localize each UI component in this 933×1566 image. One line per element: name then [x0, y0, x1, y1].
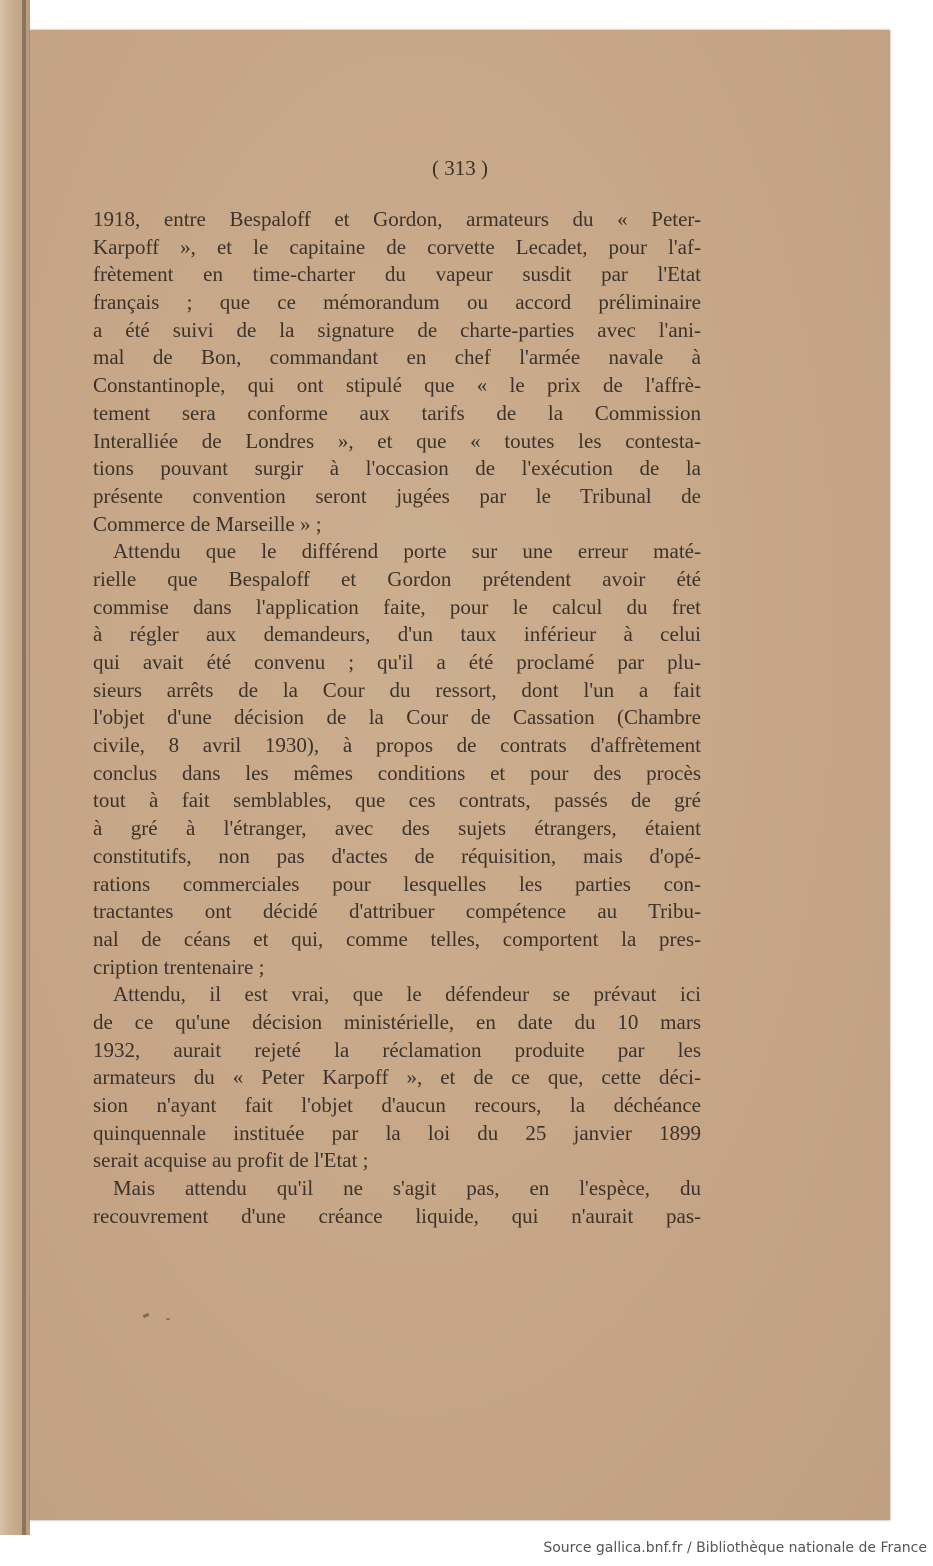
text-line: rielle que Bespaloff et Gordon prétendent avoir été — [93, 566, 701, 591]
text-line: tement sera conforme aux tarifs de la Commission — [93, 400, 701, 425]
page-body — [93, 206, 701, 1230]
text-line: armateurs du « Peter Karpoff », et de ce que, cette déci- — [93, 1065, 701, 1090]
text-line: tractantes ont décidé d'attribuer compétence au Tribu- — [93, 899, 701, 924]
ink-speck — [166, 1318, 170, 1320]
text-line: présente convention seront jugées par le Tribunal de — [93, 483, 701, 508]
text-line: français ; que ce mémorandum ou accord préliminaire — [93, 290, 701, 315]
text-line: de ce qu'une décision ministérielle, en date du 10 mars — [93, 1009, 701, 1034]
ink-speck — [143, 1313, 150, 1318]
text-line: Karpoff », et le capitaine de corvette Lecadet, pour l'af- — [93, 234, 701, 259]
text-line: à régler aux demandeurs, d'un taux inférieur à celui — [93, 622, 701, 647]
text-line: qui avait été convenu ; qu'il a été proclamé par plu- — [93, 650, 701, 674]
book-page — [30, 30, 890, 1520]
text-line: 1918, entre Bespaloff et Gordon, armateurs du « Peter- — [93, 207, 701, 231]
text-line: Attendu que le différend porte sur une erreur maté- — [113, 539, 701, 564]
text-line: constitutifs, non pas d'actes de réquisition, mais d'opé- — [93, 843, 701, 868]
text-line: sieurs arrêts de la Cour du ressort, dont l'un a fait — [93, 677, 701, 702]
text-line: frètement en time-charter du vapeur susdit par l'Etat — [93, 262, 701, 287]
binding-line — [22, 0, 26, 1535]
text-line: tions pouvant surgir à l'occasion de l'exécution de la — [93, 456, 701, 481]
text-line: civile, 8 avril 1930), à propos de contrats d'affrètement — [93, 733, 701, 758]
text-line: Constantinople, qui ont stipulé que « le prix de l'affrè- — [93, 373, 701, 398]
text-line: l'objet d'une décision de la Cour de Cassation (Chambre — [93, 705, 701, 730]
text-line: Attendu, il est vrai, que le défendeur se prévaut ici — [113, 982, 701, 1007]
text-line: serait acquise au profit de l'Etat ; — [93, 1148, 369, 1173]
text-line: commise dans l'application faite, pour le calcul du fret — [93, 594, 701, 619]
text-line: Commerce de Marseille » ; — [93, 511, 322, 536]
text-line: nal de céans et qui, comme telles, comportent la pres- — [93, 926, 701, 951]
text-line: tout à fait semblables, que ces contrats, passés de gré — [93, 788, 701, 813]
text-line: Mais attendu qu'il ne s'agit pas, en l'espèce, du — [113, 1176, 701, 1201]
text-line: quinquennale instituée par la loi du 25 janvier 1899 — [93, 1120, 701, 1145]
text-line: rations commerciales pour lesquelles les parties con- — [93, 871, 701, 896]
source-credit: Source gallica.bnf.fr / Bibliothèque nationale de France — [543, 1540, 927, 1556]
text-line: cription trentenaire ; — [93, 954, 265, 979]
text-line: 1932, aurait rejeté la réclamation produite par les — [93, 1037, 701, 1062]
text-line: mal de Bon, commandant en chef l'armée navale à — [93, 345, 701, 370]
text-line: Interalliée de Londres », et que « toutes les contesta- — [93, 428, 701, 453]
text-line: a été suivi de la signature de charte-parties avec l'ani- — [93, 317, 701, 342]
page-number: ( 313 ) — [432, 156, 488, 180]
text-line: sion n'ayant fait l'objet d'aucun recours, la déchéance — [93, 1093, 701, 1117]
text-line: à gré à l'étranger, avec des sujets étrangers, étaient — [93, 816, 701, 841]
text-line: conclus dans les mêmes conditions et pour des procès — [93, 760, 701, 785]
text-line: recouvrement d'une créance liquide, qui n'aurait pas- — [93, 1203, 701, 1228]
